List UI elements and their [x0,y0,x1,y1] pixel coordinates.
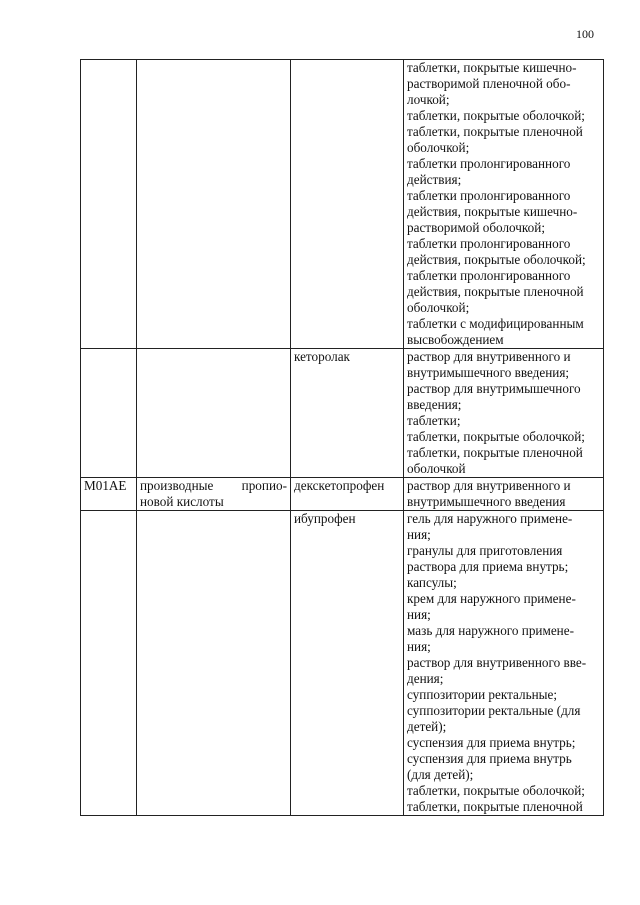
drug-name-cell: декскетопрофен [291,478,404,511]
table-row [81,349,604,478]
atc-code-cell [81,511,137,816]
group-name-cell [137,349,291,478]
drug-name-cell [291,60,404,349]
dosage-forms-text: раствор для внутривенного и внутримышечного введения [407,478,571,509]
atc-code-cell [81,349,137,478]
group-name-cell: производные пропио-новой кислоты [137,478,291,511]
page-number: 100 [576,27,594,41]
dosage-forms-text: раствор для внутривенного и внутримышечного введения; раствор для внутримышечного введения; таблетки; таблетки, покрытые оболочкой; таблетки, покрытые пленочной оболочкой [407,349,585,476]
group-name-cell [137,511,291,816]
table-row [81,478,604,511]
dosage-forms-text: таблетки, покрытые кишечно- растворимой пленочной обо- лочкой; таблетки, покрытые оболочкой; таблетки, покрытые пленочной оболочкой; таблетки пролонгированного действия; таблетки пролонгированного действия, покрытые кишечно- растворимой оболочкой; таблетки пролонгированного действия, покрытые оболочкой; таблетки пролонгированного действия, покрытые пленочной оболочкой; таблетки с модифицированным высвобождением [407,60,586,347]
dosage-forms-cell [404,349,604,478]
dosage-forms-cell [404,60,604,349]
drug-name-cell: кеторолак [291,349,404,478]
dosage-forms-cell [404,478,604,511]
group-name-cell [137,60,291,349]
table-row [81,511,604,816]
drug-name-cell: ибупрофен [291,511,404,816]
dosage-forms-text: гель для наружного примене- ния; гранулы для приготовления раствора для приема внутрь; капсулы; крем для наружного примене- ния; мазь для наружного примене- ния; раствор для внутривенного вве- дения; суппозитории ректальные; суппозитории ректальные (для детей); суспензия для приема внутрь; суспензия для приема внутрь (для детей); таблетки, покрытые оболочкой; таблетки, покрытые пленочной [407,511,587,814]
atc-code-cell: M01AE [81,478,137,511]
dosage-forms-cell [404,511,604,816]
table-row [81,60,604,349]
atc-code-cell [81,60,137,349]
drug-table [80,59,604,816]
